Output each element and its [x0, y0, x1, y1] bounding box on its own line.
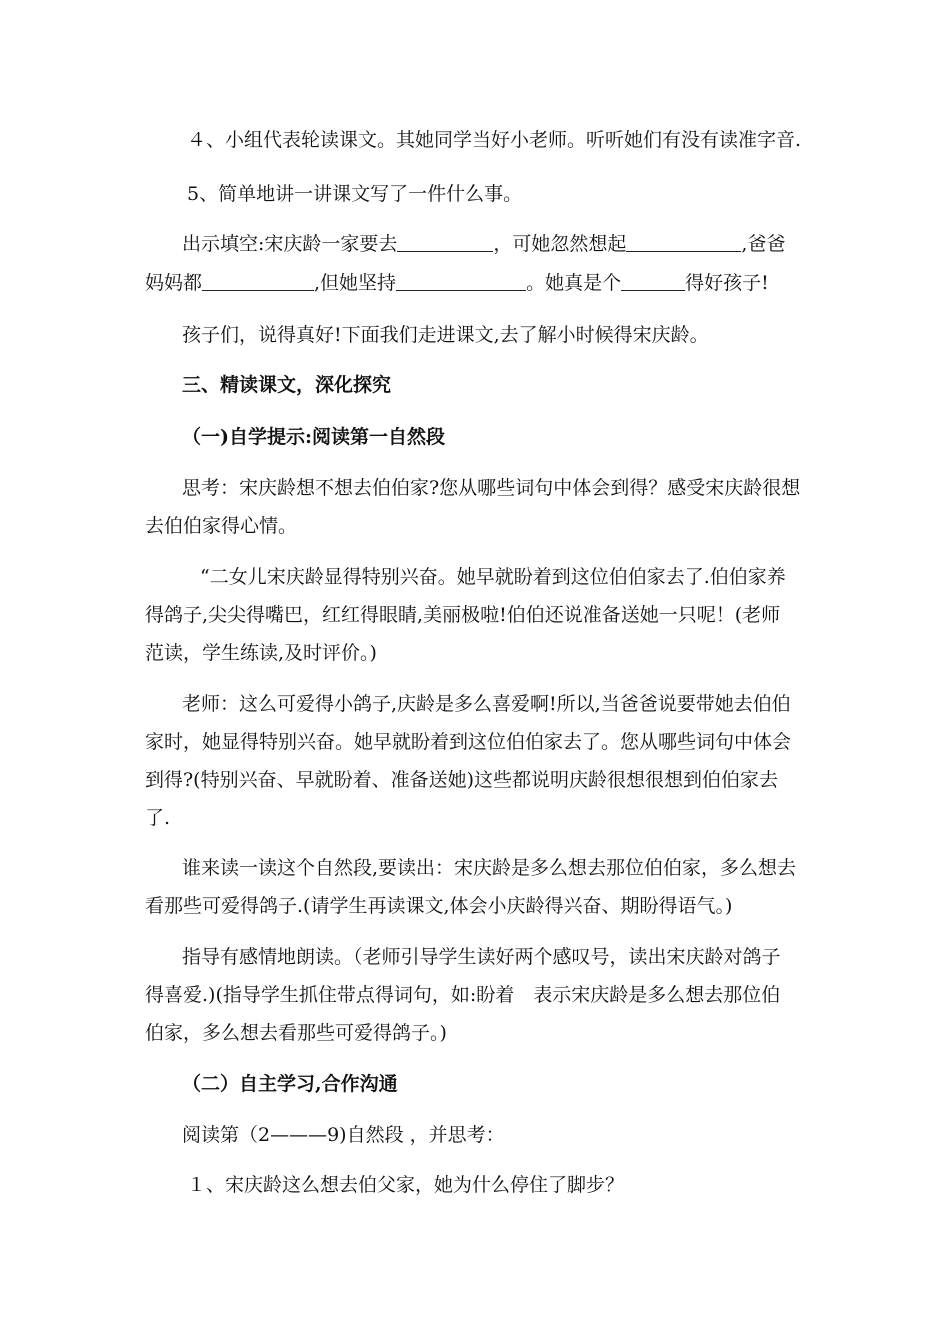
fill-blank-line-1	[182, 232, 785, 256]
fill-text-a: 出示填空:宋庆龄一家要去	[182, 233, 398, 255]
step-5-text: 5、简单地讲一讲课文写了一件什么事。	[187, 183, 523, 205]
blank-5	[621, 272, 685, 291]
teacher-para-line-3: 到得?(特别兴奋、早就盼着、准备送她)这些都说明庆龄很想很想到伯伯家去	[145, 769, 779, 791]
teacher-para-line-4: 了.	[145, 807, 171, 829]
reading-instruction: 阅读第（2———9)自然段 ，并思考：	[182, 1124, 505, 1146]
question-1: １、宋庆龄这么想去伯父家，她为什么停住了脚步？	[187, 1174, 625, 1196]
fill-text-c: ,爸爸	[741, 233, 786, 255]
guide-para-line-2: 得喜爱.)(指导学生抓住带点得词句，如:盼着 表示宋庆龄是多么想去那位伯	[145, 984, 781, 1006]
fill-text-e: ,但她坚持	[314, 272, 397, 294]
step-4-text: ４、小组代表轮读课文。其她同学当好小老师。听听她们有没有读准字音.	[187, 129, 802, 151]
quote-para-line-2: 得鸽子,尖尖得嘴巴，红红得眼睛,美丽极啦!伯伯还说准备送她一只呢！(老师	[145, 604, 781, 626]
teacher-para-line-2: 家时，她显得特别兴奋。她早就盼着到这位伯伯家去了。您从哪些词句中体会	[145, 731, 792, 753]
teacher-para-line-1: 老师：这么可爱得小鸽子,庆龄是多么喜爱啊!所以,当爸爸说要带她去伯伯	[182, 693, 791, 715]
blank-1	[397, 233, 493, 252]
think-para-line-1: 思考：宋庆龄想不想去伯伯家?您从哪些词句中体会到得？感受宋庆龄很想	[182, 477, 801, 499]
fill-blank-line-2	[145, 271, 769, 295]
blank-3	[202, 272, 314, 291]
subsection-heading-2: （二）自主学习,合作沟通	[182, 1073, 398, 1095]
guide-para-line-1: 指导有感情地朗读。（老师引导学生读好两个感叹号，读出宋庆龄对鸽子	[182, 946, 781, 968]
think-para-line-2: 去伯伯家得心情。	[145, 515, 298, 537]
quote-para-line-3: 范读，学生练读,及时评价。)	[145, 642, 377, 664]
blank-2	[626, 233, 741, 252]
blank-4	[396, 272, 526, 291]
fill-text-b: ，可她忽然想起	[493, 233, 627, 255]
fill-text-g: 得好孩子!	[685, 272, 769, 294]
section-heading-3: 三、精读课文，深化探究	[182, 374, 392, 396]
transition-text: 孩子们，说得真好!下面我们走进课文,去了解小时候得宋庆龄。	[182, 324, 709, 346]
fill-text-f: 。她真是个	[526, 272, 622, 294]
reading-para-line-2: 看那些可爱得鸽子.(请学生再读课文,体会小庆龄得兴奋、期盼得语气。)	[145, 895, 733, 917]
subsection-heading-1: （一)自学提示:阅读第一自然段	[182, 426, 446, 448]
fill-text-d: 妈妈都	[145, 272, 203, 294]
guide-para-line-3: 伯家，多么想去看那些可爱得鸽子。)	[145, 1022, 447, 1044]
quote-para-line-1: “二女儿宋庆龄显得特别兴奋。她早就盼着到这位伯伯家去了.伯伯家养	[200, 566, 786, 588]
reading-para-line-1: 谁来读一读这个自然段,要读出：宋庆龄是多么想去那位伯伯家，多么想去	[182, 857, 797, 879]
